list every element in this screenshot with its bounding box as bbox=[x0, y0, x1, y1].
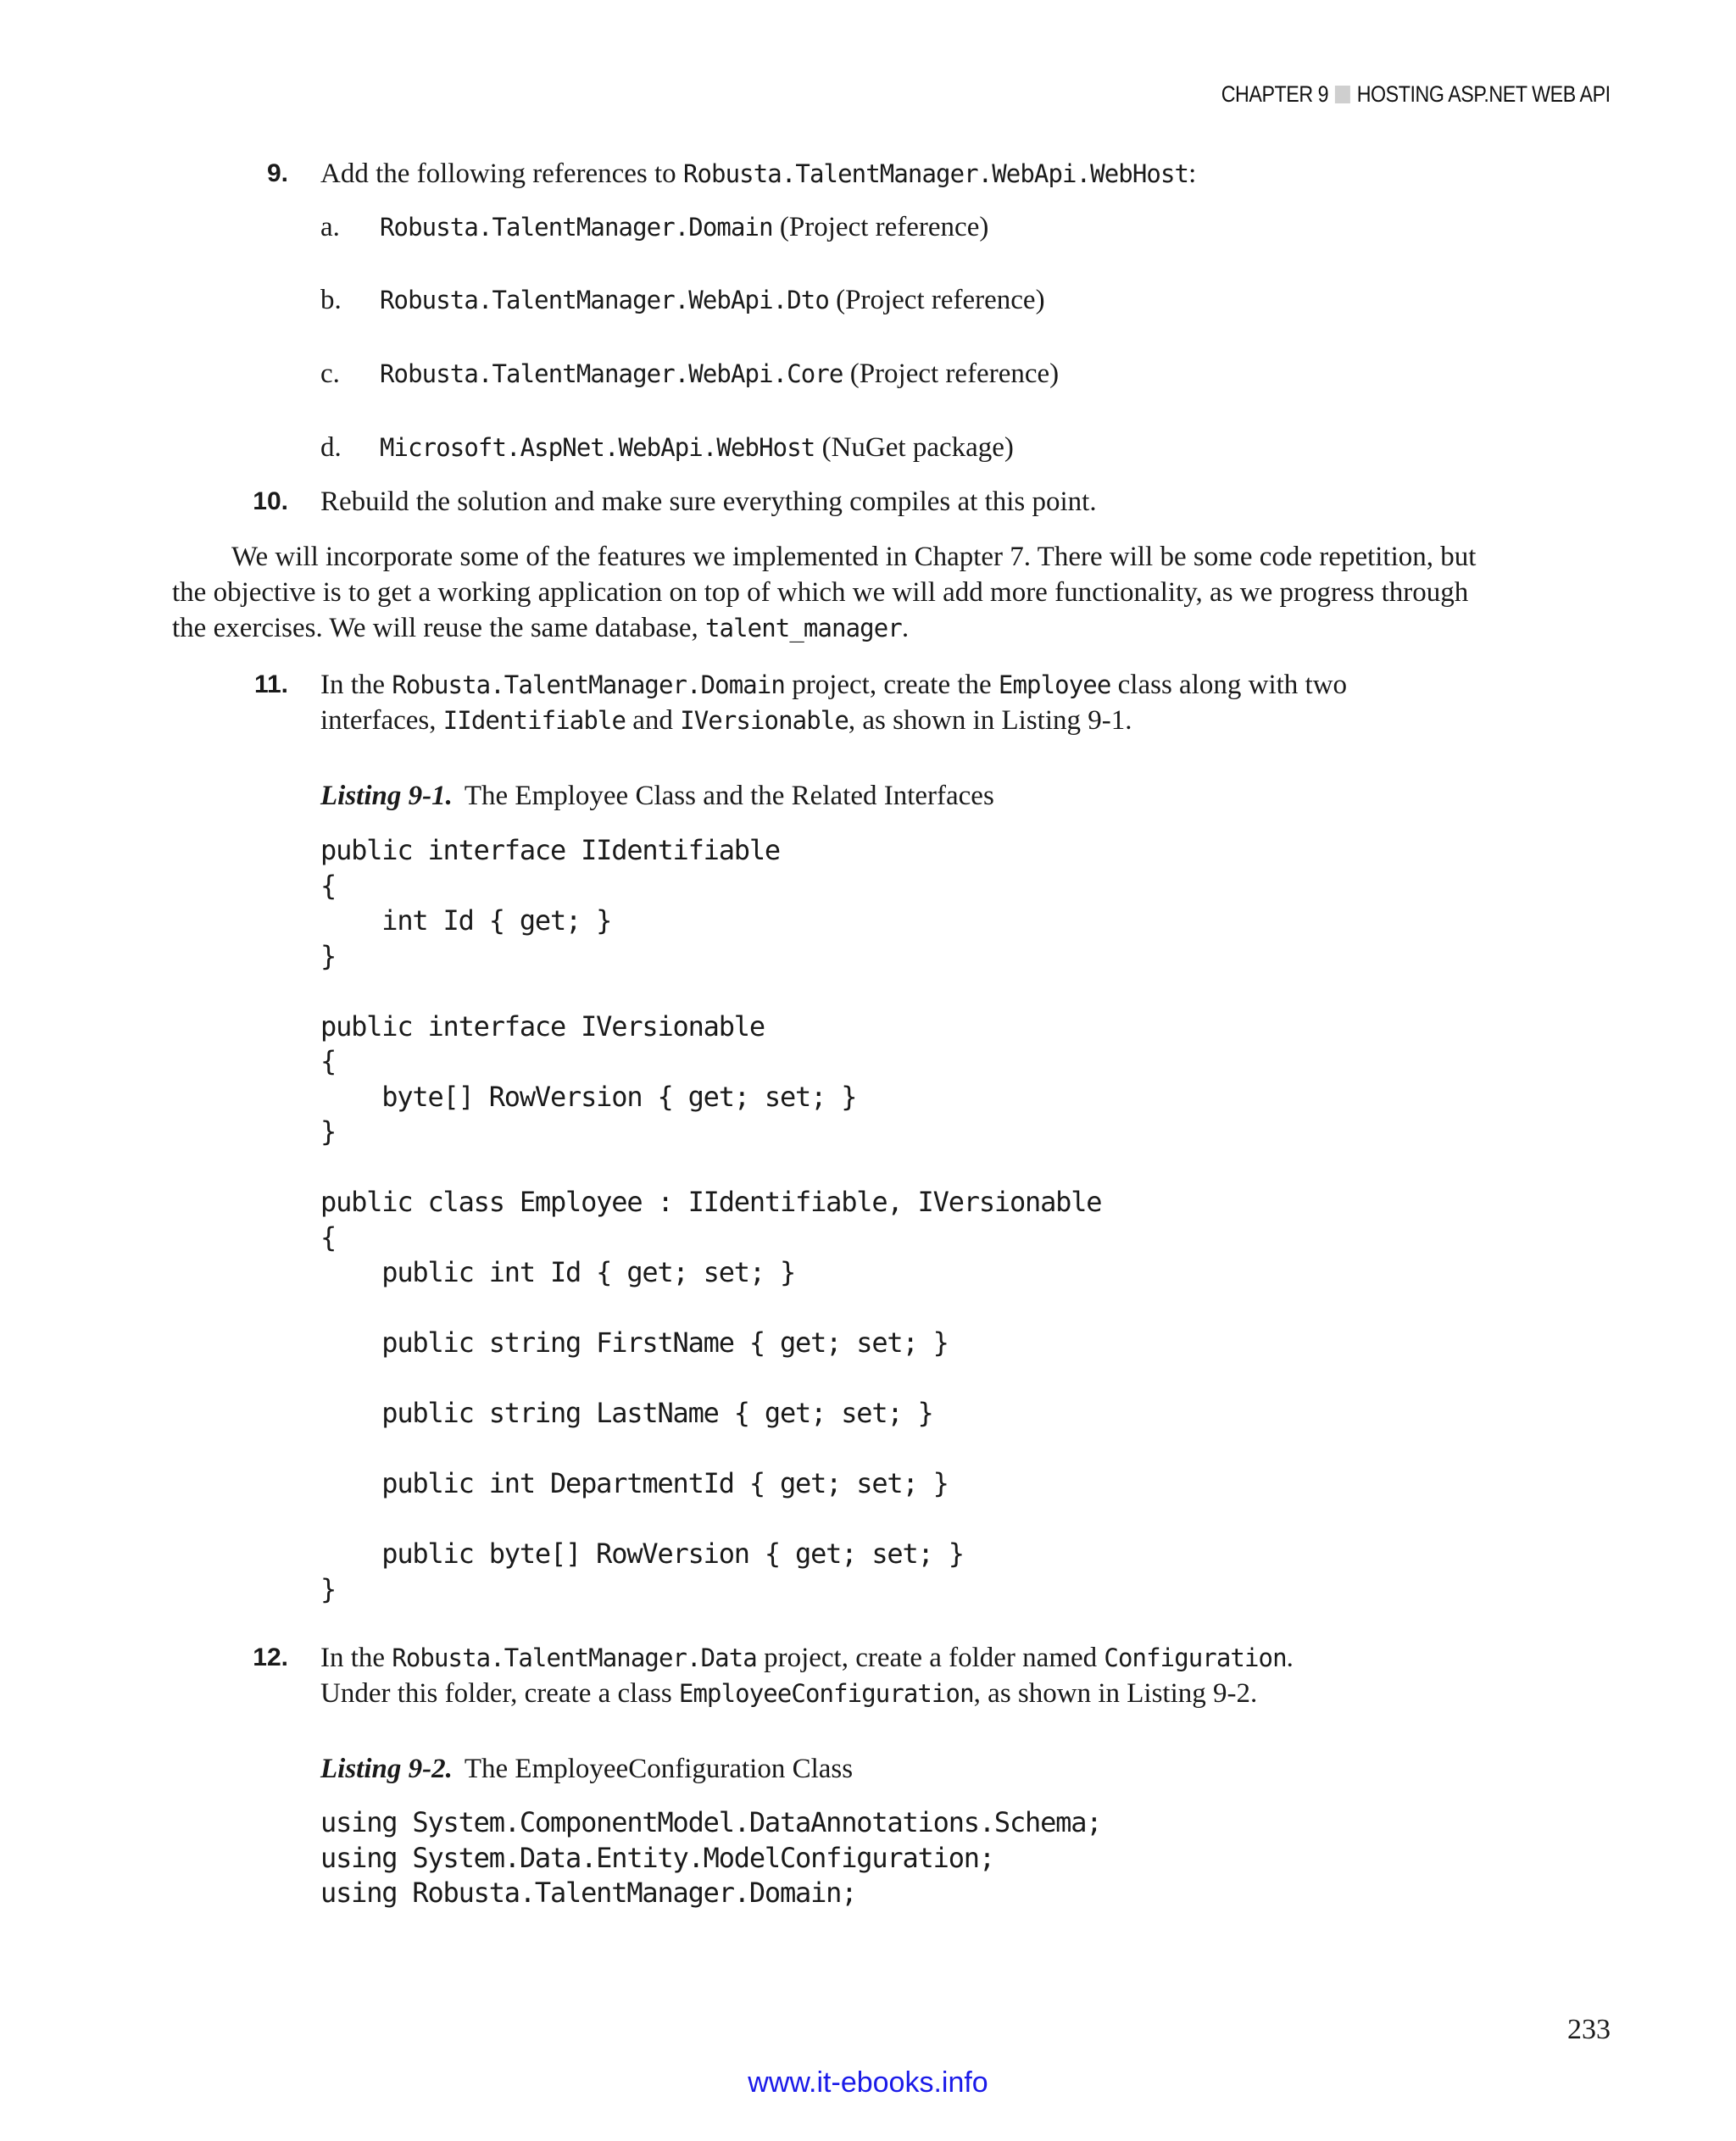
step-number: 9. bbox=[266, 159, 288, 187]
listing-caption bbox=[320, 1751, 853, 1787]
step-text: Rebuild the solution and make sure everything compiles at this point. bbox=[320, 487, 1097, 517]
chapter-title: HOSTING ASP.NET WEB API bbox=[1357, 81, 1611, 107]
listing-label: Listing 9-1. bbox=[320, 781, 453, 811]
running-header bbox=[1221, 81, 1611, 108]
page-number: 233 bbox=[1567, 2014, 1611, 2045]
step-text: Add the following references to Robusta.TalentManager.WebApi.WebHost: bbox=[320, 158, 1197, 189]
code-listing: public interface IIdentifiable { int Id { get; } } public interface IVersionable { byte[] RowVersion { get; set; } } public class Employee : IIdentifiable, IVersionable { public int Id { get; set; } public string FirstName { get; set; } public string LastName { get; set; } public int DepartmentId { get; set; } public byte[] RowVersion { get; set; } } bbox=[320, 834, 1102, 1605]
listing-label: Listing 9-2. bbox=[320, 1754, 453, 1784]
sub-letter: c. bbox=[320, 359, 340, 389]
body-paragraph: We will incorporate some of the features we implemented in Chapter 7. There will be some code repetition, but the objective is to get a working application on top of which we will add more functionality, as we progress through the exercises. We will reuse the same database, talent_manager. bbox=[172, 542, 1477, 643]
step-number: 11. bbox=[253, 670, 288, 698]
sub-letter: d. bbox=[320, 432, 342, 463]
footer-link[interactable]: www.it-ebooks.info bbox=[748, 2066, 988, 2099]
listing-title: The EmployeeConfiguration Class bbox=[464, 1754, 854, 1784]
sub-letter: b. bbox=[320, 285, 342, 315]
sub-letter: a. bbox=[320, 212, 340, 242]
separator-square-icon bbox=[1335, 86, 1350, 103]
code-listing: using System.ComponentModel.DataAnnotations.Schema; using System.Data.Entity.ModelConfiguration; using Robusta.TalentManager.Domain; bbox=[320, 1806, 1102, 1909]
chapter-label: CHAPTER 9 bbox=[1221, 81, 1329, 107]
sub-text: Robusta.TalentManager.Domain (Project reference) bbox=[380, 212, 989, 242]
step-text: In the Robusta.TalentManager.Data project, create a folder named Configuration. Under this folder, create a class EmployeeConfiguration, as shown in Listing 9-2. bbox=[320, 1643, 1294, 1709]
sub-text: Robusta.TalentManager.WebApi.Dto (Project reference) bbox=[380, 285, 1045, 315]
sub-text: Microsoft.AspNet.WebApi.WebHost (NuGet package) bbox=[380, 432, 1014, 463]
listing-title: The Employee Class and the Related Interfaces bbox=[464, 781, 994, 811]
listing-caption bbox=[320, 778, 994, 814]
step-number: 10. bbox=[253, 487, 288, 515]
sub-text: Robusta.TalentManager.WebApi.Core (Project reference) bbox=[380, 359, 1060, 389]
step-number: 12. bbox=[253, 1643, 288, 1671]
step-text: In the Robusta.TalentManager.Domain project, create the Employee class along with two interfaces, IIdentifiable and IVersionable, as shown in Listing 9-1. bbox=[320, 670, 1348, 736]
